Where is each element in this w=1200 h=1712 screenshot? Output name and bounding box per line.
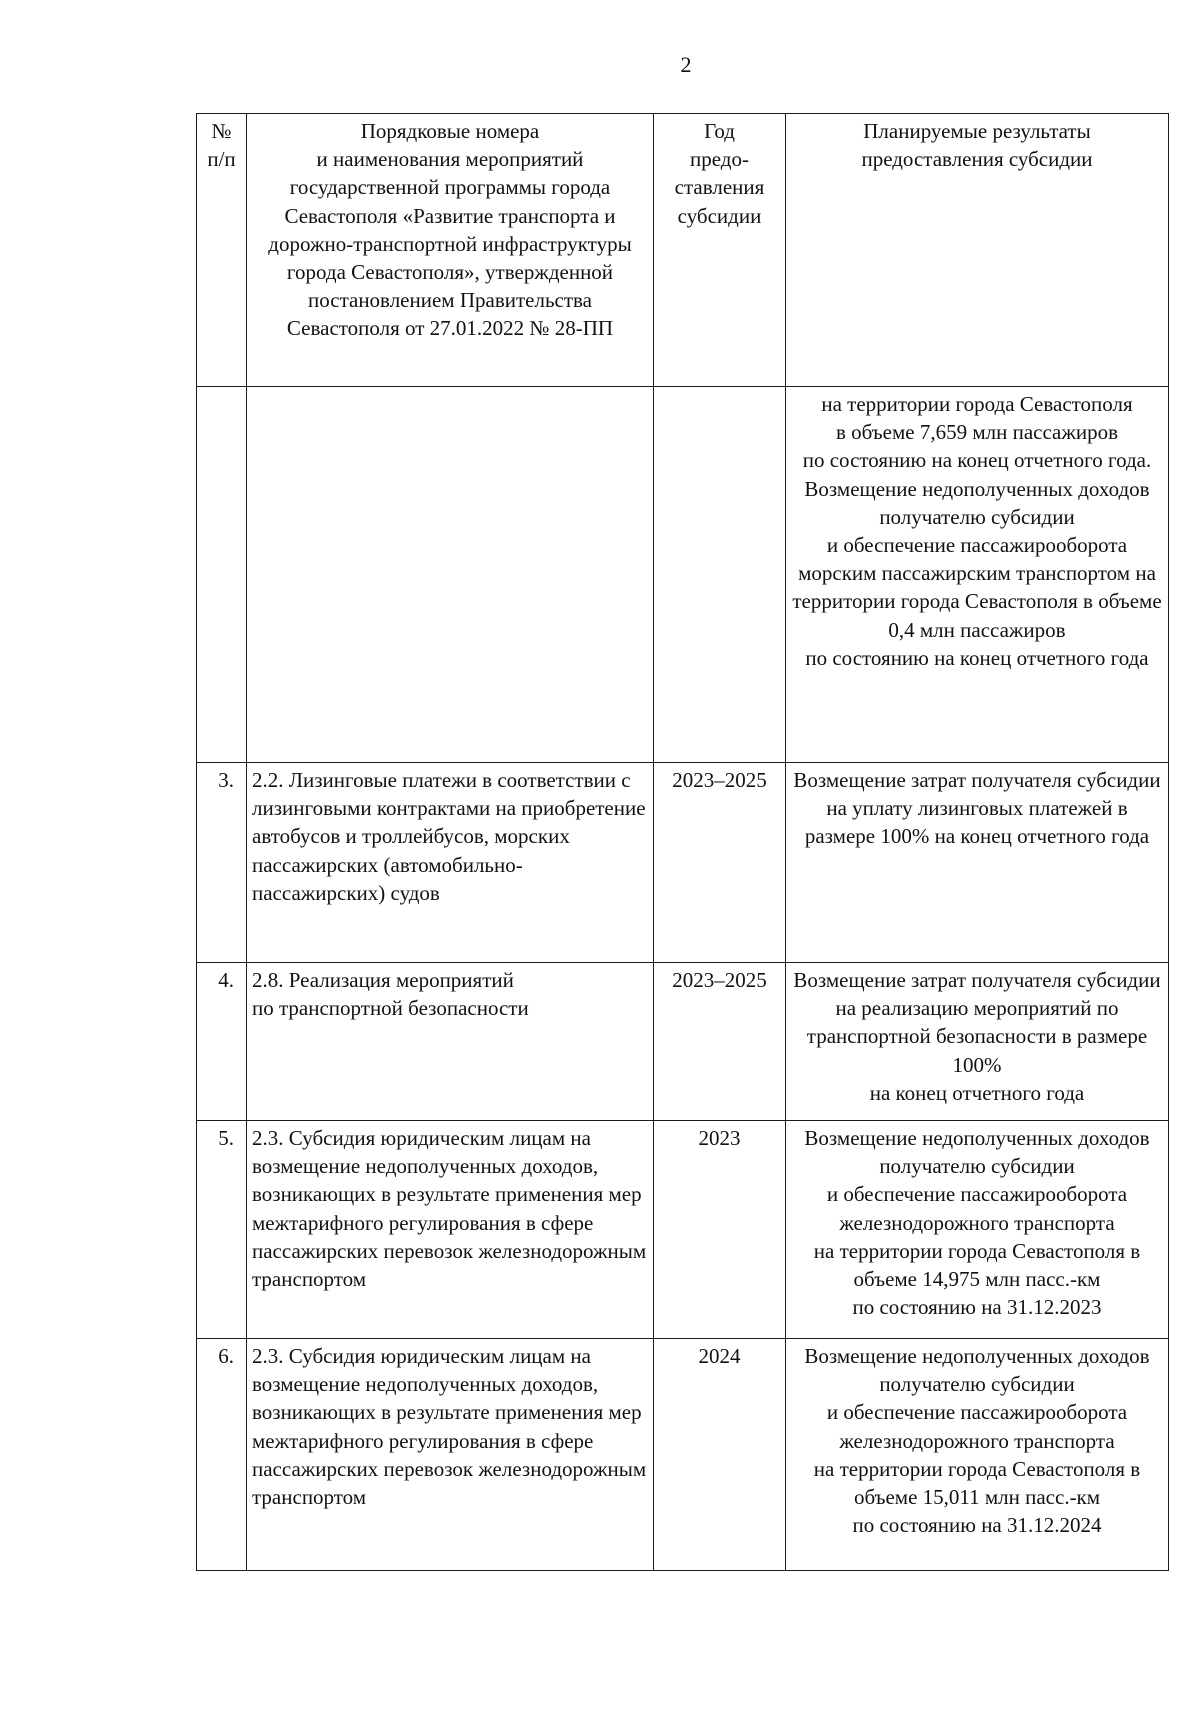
header-results: Планируемые результаты предоставления субсидии [786,114,1169,387]
row-event-name: 2.8. Реализация мероприятий по транспортной безопасности [247,963,654,1121]
row-event-name: 2.2. Лизинговые платежи в соответствии с лизинговыми контрактами на приобретение автобусов и троллейбусов, морских пассажирских (автомобильно-пассажирских) судов [247,763,654,963]
row-year [654,387,786,763]
row-number [197,387,247,763]
table-row [197,963,1169,1121]
row-number: 3. [197,763,247,963]
row-event-name: 2.3. Субсидия юридическим лицам на возмещение недополученных доходов, возникающих в результате применения мер межтарифного регулирования в сфере пассажирских перевозок железнодорожным транспортом [247,1121,654,1339]
table-row [197,763,1169,963]
row-number: 5. [197,1121,247,1339]
row-result: Возмещение недополученных доходов получателю субсидии и обеспечение пассажирооборота железнодорожного транспорта на территории города Севастополя в объеме 14,975 млн пасс.-км по состоянию на 31.12.2023 [786,1121,1169,1339]
header-event-name: Порядковые номера и наименования мероприятий государственной программы города Севастополя «Развитие транспорта и дорожно-транспортной инфраструктуры города Севастополя», утвержденной постановлением Правительства Севастополя от 27.01.2022 № 28-ПП [247,114,654,387]
table-row [197,1339,1169,1571]
row-year: 2023–2025 [654,963,786,1121]
row-result: Возмещение затрат получателя субсидии на уплату лизинговых платежей в размере 100% на конец отчетного года [786,763,1169,963]
table-row [197,387,1169,763]
row-number: 6. [197,1339,247,1571]
row-year: 2023–2025 [654,763,786,963]
row-result: Возмещение затрат получателя субсидии на реализацию мероприятий по транспортной безопасности в размере 100% на конец отчетного года [786,963,1169,1121]
row-result: на территории города Севастополя в объеме 7,659 млн пассажиров по состоянию на конец отчетного года. Возмещение недополученных доходов получателю субсидии и обеспечение пассажирооборота морским пассажирским транспортом на территории города Севастополя в объеме 0,4 млн пассажиров по состоянию на конец отчетного года [786,387,1169,763]
row-year: 2024 [654,1339,786,1571]
row-result: Возмещение недополученных доходов получателю субсидии и обеспечение пассажирооборота железнодорожного транспорта на территории города Севастополя в объеме 15,011 млн пасс.-км по состоянию на 31.12.2024 [786,1339,1169,1571]
table-row [197,1121,1169,1339]
page-number: 2 [680,52,692,77]
row-event-name: 2.3. Субсидия юридическим лицам на возмещение недополученных доходов, возникающих в результате применения мер межтарифного регулирования в сфере пассажирских перевозок железнодорожным транспортом [247,1339,654,1571]
row-number: 4. [197,963,247,1121]
subsidy-table [196,113,1169,1571]
row-event-name [247,387,654,763]
header-number: № п/п [197,114,247,387]
row-year: 2023 [654,1121,786,1339]
header-year: Год предо- ставления субсидии [654,114,786,387]
table-header-row [197,114,1169,387]
